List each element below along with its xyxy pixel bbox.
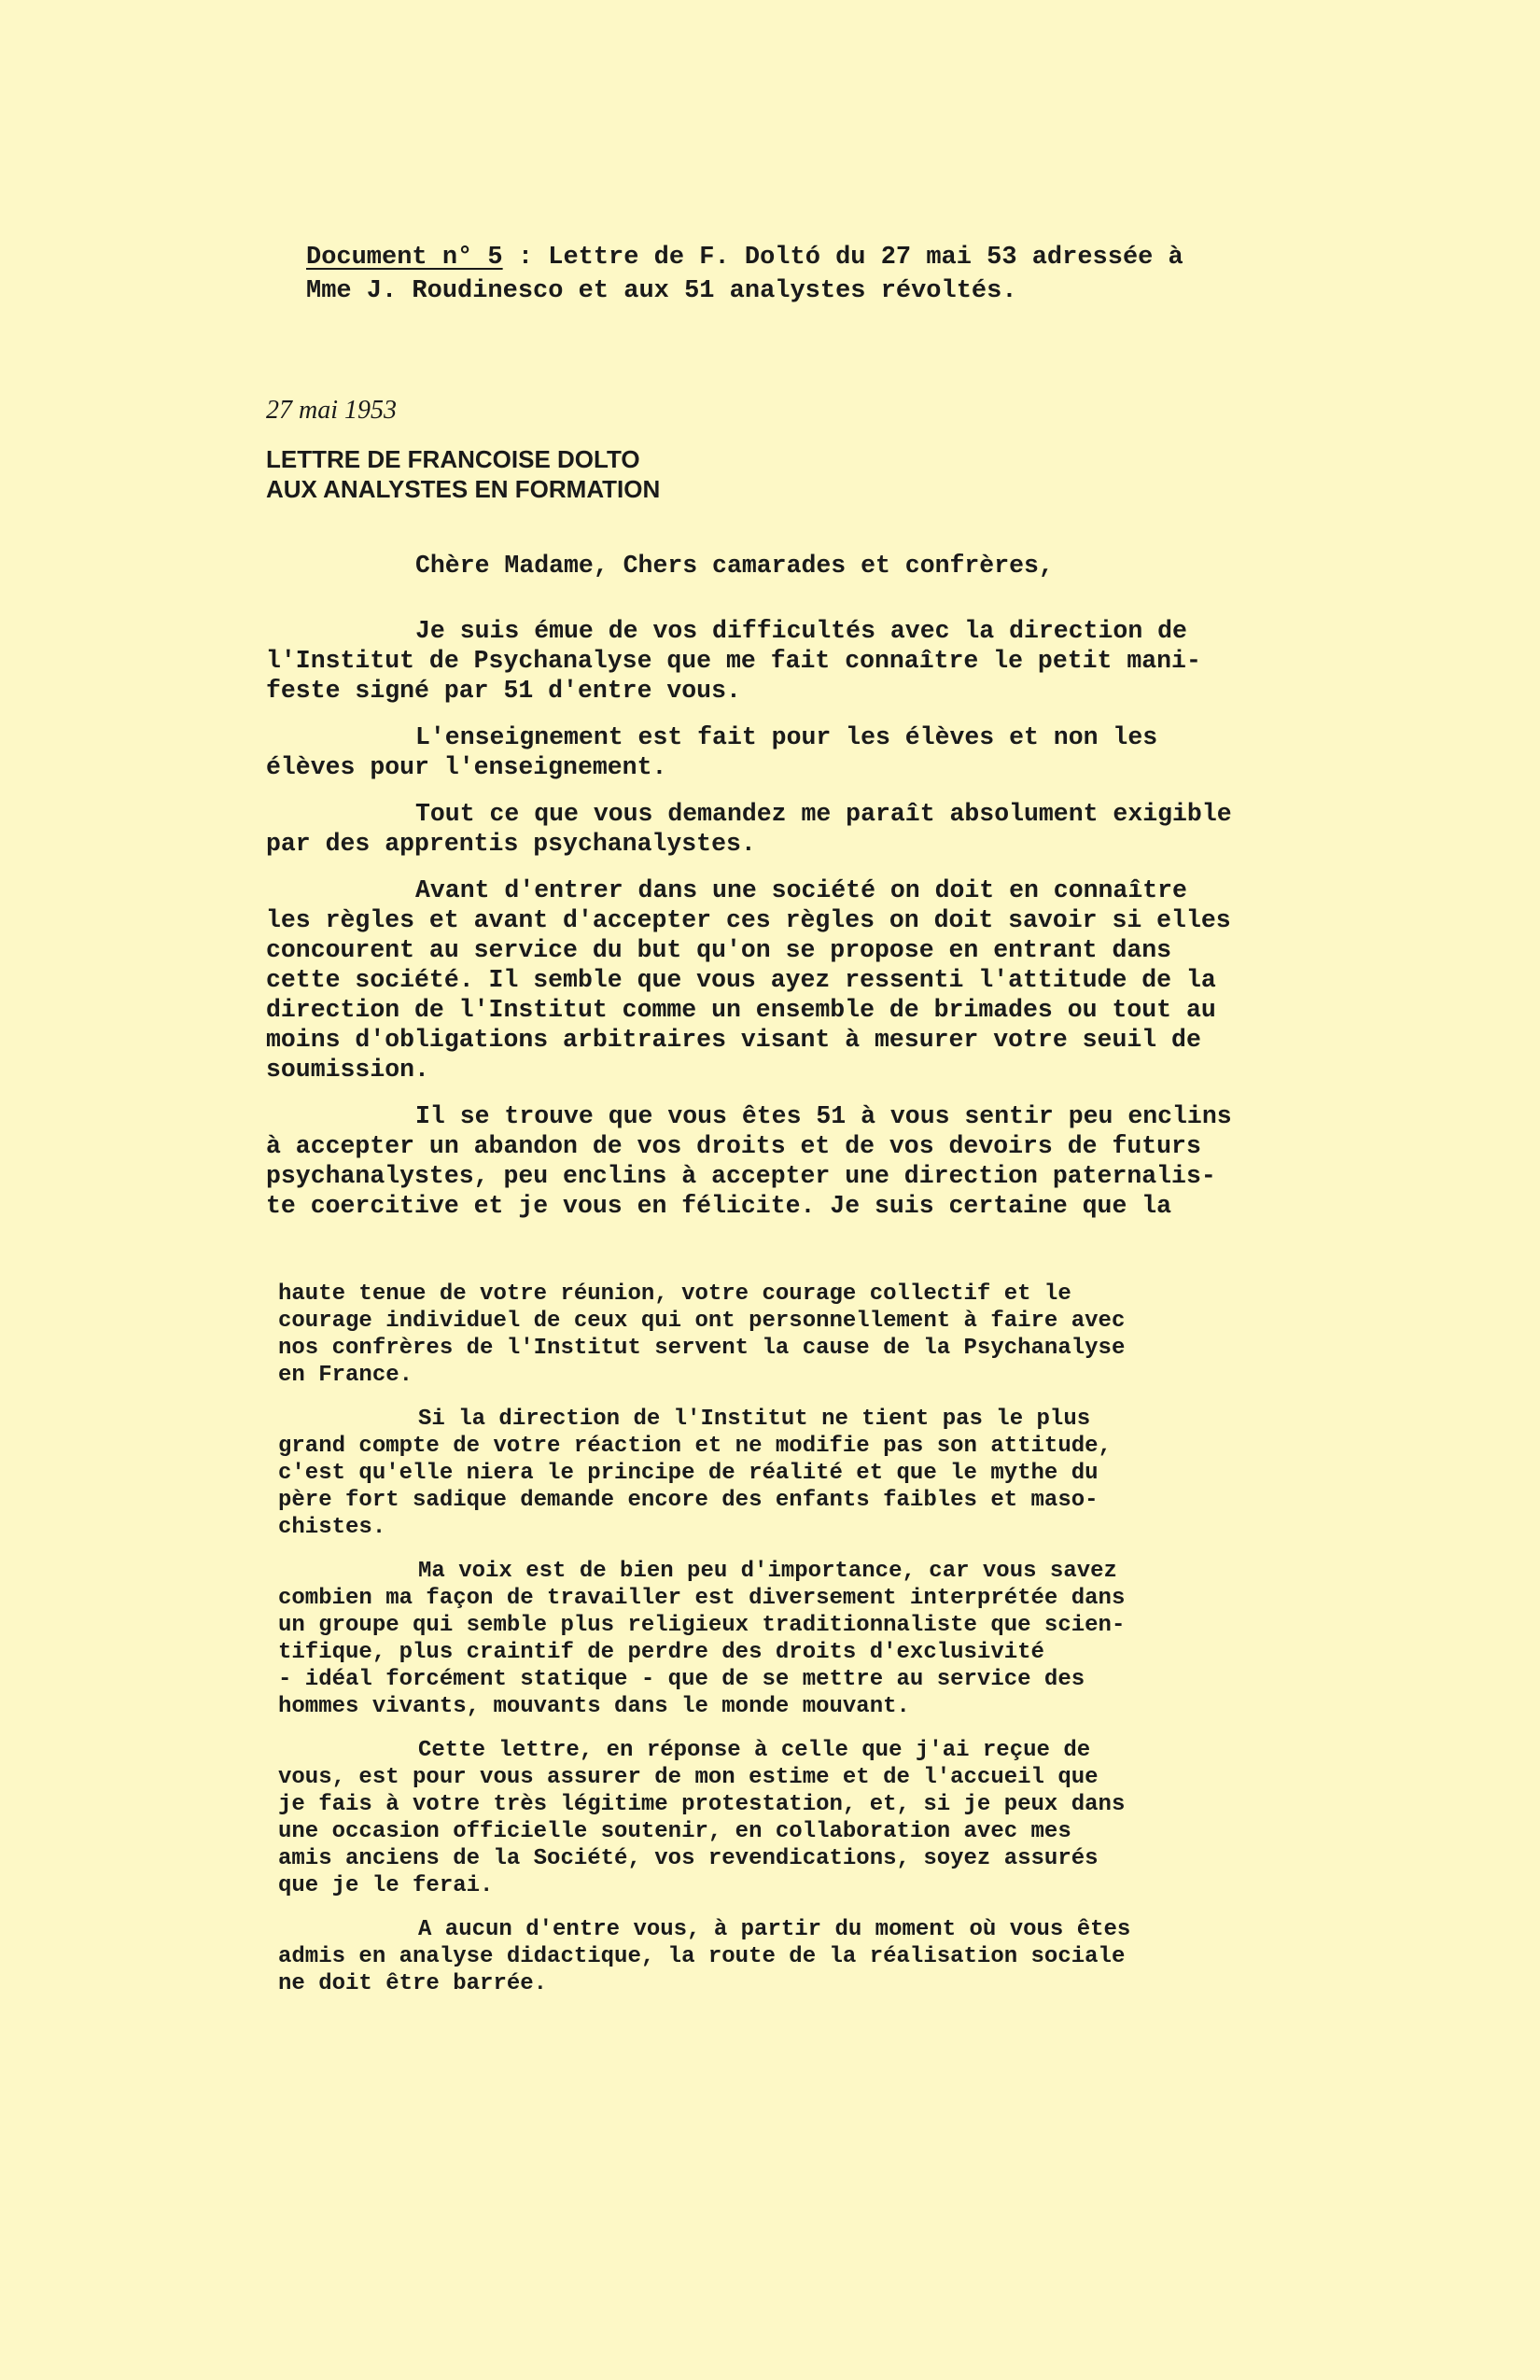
header-line-1 (306, 241, 1277, 274)
letter-paragraph: Il se trouve que vous êtes 51 à vous sentir peu enclins à accepter un abandon de vos droits et de vos devoirs de futurs psychanalystes, peu enclins à accepter une direction paternalis- te coercitive et je vous en félicite. Je suis certaine que la (266, 1102, 1232, 1220)
letter-paragraph: Cette lettre, en réponse à celle que j'ai reçue de vous, est pour vous assurer de mon estime et de l'accueil que je fais à votre très légitime protestation, et, si je peux dans une occasion officielle soutenir, en collaboration avec mes amis anciens de la Société, vos revendications, soyez assurés que je le ferai. (278, 1738, 1126, 1898)
letter-paragraph: Si la direction de l'Institut ne tient pas le plus grand compte de votre réaction et ne modifie pas son attitude, c'est qu'elle niera le principe de réalité et que le mythe du père fort sadique demande encore des enfants faibles et maso- chistes. (278, 1407, 1112, 1540)
letter-title-line-2: AUX ANALYSTES EN FORMATION (266, 475, 661, 503)
document-reference: Document n° 5 (306, 244, 503, 272)
document-header (306, 241, 1277, 308)
letter-body-part-1 (266, 551, 1255, 1238)
letter-title (266, 444, 660, 504)
letter-paragraph: Je suis émue de vos difficultés avec la direction de l'Institut de Psychanalyse que me fait connaître le petit mani- feste signé par 51 d'entre vous. (266, 617, 1201, 705)
letter-paragraph: A aucun d'entre vous, à partir du moment où vous êtes admis en analyse didactique, la route de la réalisation sociale ne doit être barrée. (278, 1917, 1131, 1996)
letter-paragraph: Avant d'entrer dans une société on doit en connaître les règles et avant d'accepter ces règles on doit savoir si elles concourent au service du but qu'on se propose en entrant dans cette société. Il semble que vous ayez ressenti l'attitude de la direction de l'Institut comme un ensemble de brimades ou tout au moins d'obligations arbitraires visant à mesurer votre seuil de soumission. (266, 876, 1231, 1084)
letter-date: 27 mai 1953 (266, 396, 397, 425)
letter-paragraph: L'enseignement est fait pour les élèves et non les élèves pour l'enseignement. (266, 723, 1158, 781)
letter-title-line-1: LETTRE DE FRANCOISE DOLTO (266, 445, 640, 473)
letter-greeting: Chère Madame, Chers camarades et confrères, (415, 552, 1054, 580)
header-line-2: Mme J. Roudinesco et aux 51 analystes révoltés. (306, 277, 1017, 305)
letter-paragraph: haute tenue de votre réunion, votre courage collectif et le courage individuel de ceux qui ont personnellement à faire avec nos confrères de l'Institut servent la cause de la Psychanalyse en France. (278, 1281, 1126, 1388)
header-line-1-text: : Lettre de F. Doltó du 27 mai 53 adressée à (502, 244, 1183, 272)
letter-body-part-2 (278, 1281, 1211, 2014)
letter-paragraph: Ma voix est de bien peu d'importance, car vous savez combien ma façon de travailler est diversement interprétée dans un groupe qui semble plus religieux traditionnaliste que scien- tifique, plus craintif de perdre des droits d'exclusivité - idéal forcément statique - que de se mettre au service des hommes vivants, mouvants dans le monde mouvant. (278, 1559, 1126, 1719)
letter-paragraph: Tout ce que vous demandez me paraît absolument exigible par des apprentis psychanalystes. (266, 800, 1232, 858)
